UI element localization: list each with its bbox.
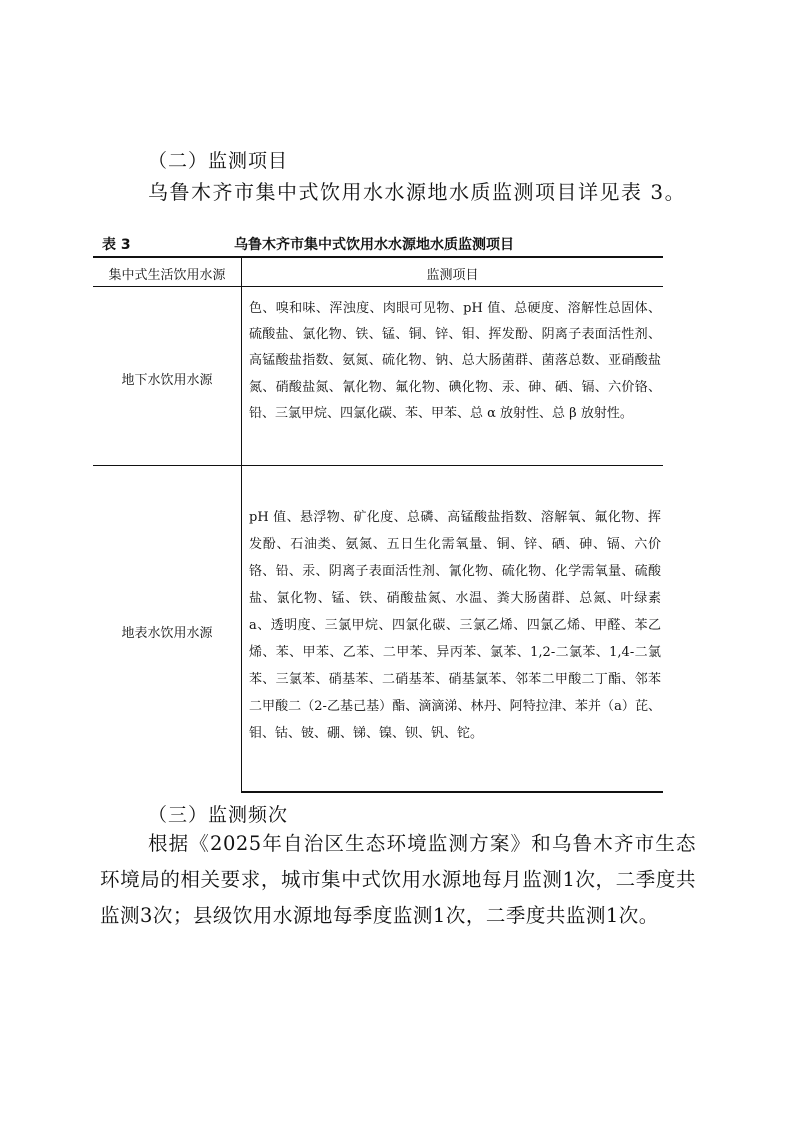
table-header-source: 集中式生活饮用水源 [108,268,226,283]
row-source-groundwater: 地下水饮用水源 [121,373,213,388]
section2-intro: 乌鲁木齐市集中式饮用水水源地水质监测项目详见表 3。 [148,180,687,204]
table-column-divider [241,256,242,792]
table-bottom-rule [241,791,663,793]
table-caption [102,234,662,254]
table-number: 表 3 [102,237,131,253]
table-title: 乌鲁木齐市集中式饮用水水源地水质监测项目 [234,237,514,253]
row-items-groundwater: 色、嗅和味、浑浊度、肉眼可见物、pH 值、总硬度、溶解性总固体、硫酸盐、氯化物、铁、锰、铜、锌、钼、挥发酚、阴离子表面活性剂、高锰酸盐指数、氨氮、硫化物、钠、总大肠菌群、菌落总数、亚硝酸盐氮、硝酸盐氮、氰化物、氟化物、碘化物、汞、砷、硒、镉、六价铬、铅、三氯甲烷、四氯化碳、苯、甲苯、总 α 放射性、总 β 放射性。 [249,301,661,421]
table-header-items: 监测项目 [426,268,479,283]
section3-heading: （三）监测频次 [148,804,289,826]
table-row-divider [93,465,663,466]
table-top-rule [93,256,663,258]
section3-paragraph: 根据《2025年自治区生态环境监测方案》和乌鲁木齐市生态环境局的相关要求，城市集中式饮用水源地每月监测1次，二季度共监测3次；县级饮用水源地每季度监测1次，二季度共监测1次。 [100,832,696,927]
row-source-surface-water: 地表水饮用水源 [121,626,213,641]
section2-heading: （二）监测项目 [148,150,289,172]
row-items-surface-water: pH 值、悬浮物、矿化度、总磷、高锰酸盐指数、溶解氧、氟化物、挥发酚、石油类、氨氮、五日生化需氧量、铜、锌、硒、砷、镉、六价铬、铅、汞、阴离子表面活性剂、氰化物、硫化物、化学需氧量、硫酸盐、氯化物、锰、铁、硝酸盐氮、水温、粪大肠菌群、总氮、叶绿素 a、透明度、三氯甲烷、四氯化碳、三氯乙烯、四氯乙烯、甲醛、苯乙烯、苯、甲苯、乙苯、二甲苯、异丙苯、氯苯、1,2-二氯苯、1,4-二氯苯、三氯苯、硝基苯、二硝基苯、硝基氯苯、邻苯二甲酸二丁酯、邻苯二甲酸二（2-乙基己基）酯、滴滴涕、林丹、阿特拉津、苯并（a）芘、钼、钴、铍、硼、锑、镍、钡、钒、铊。 [249,510,661,741]
table-header-rule [93,286,663,287]
